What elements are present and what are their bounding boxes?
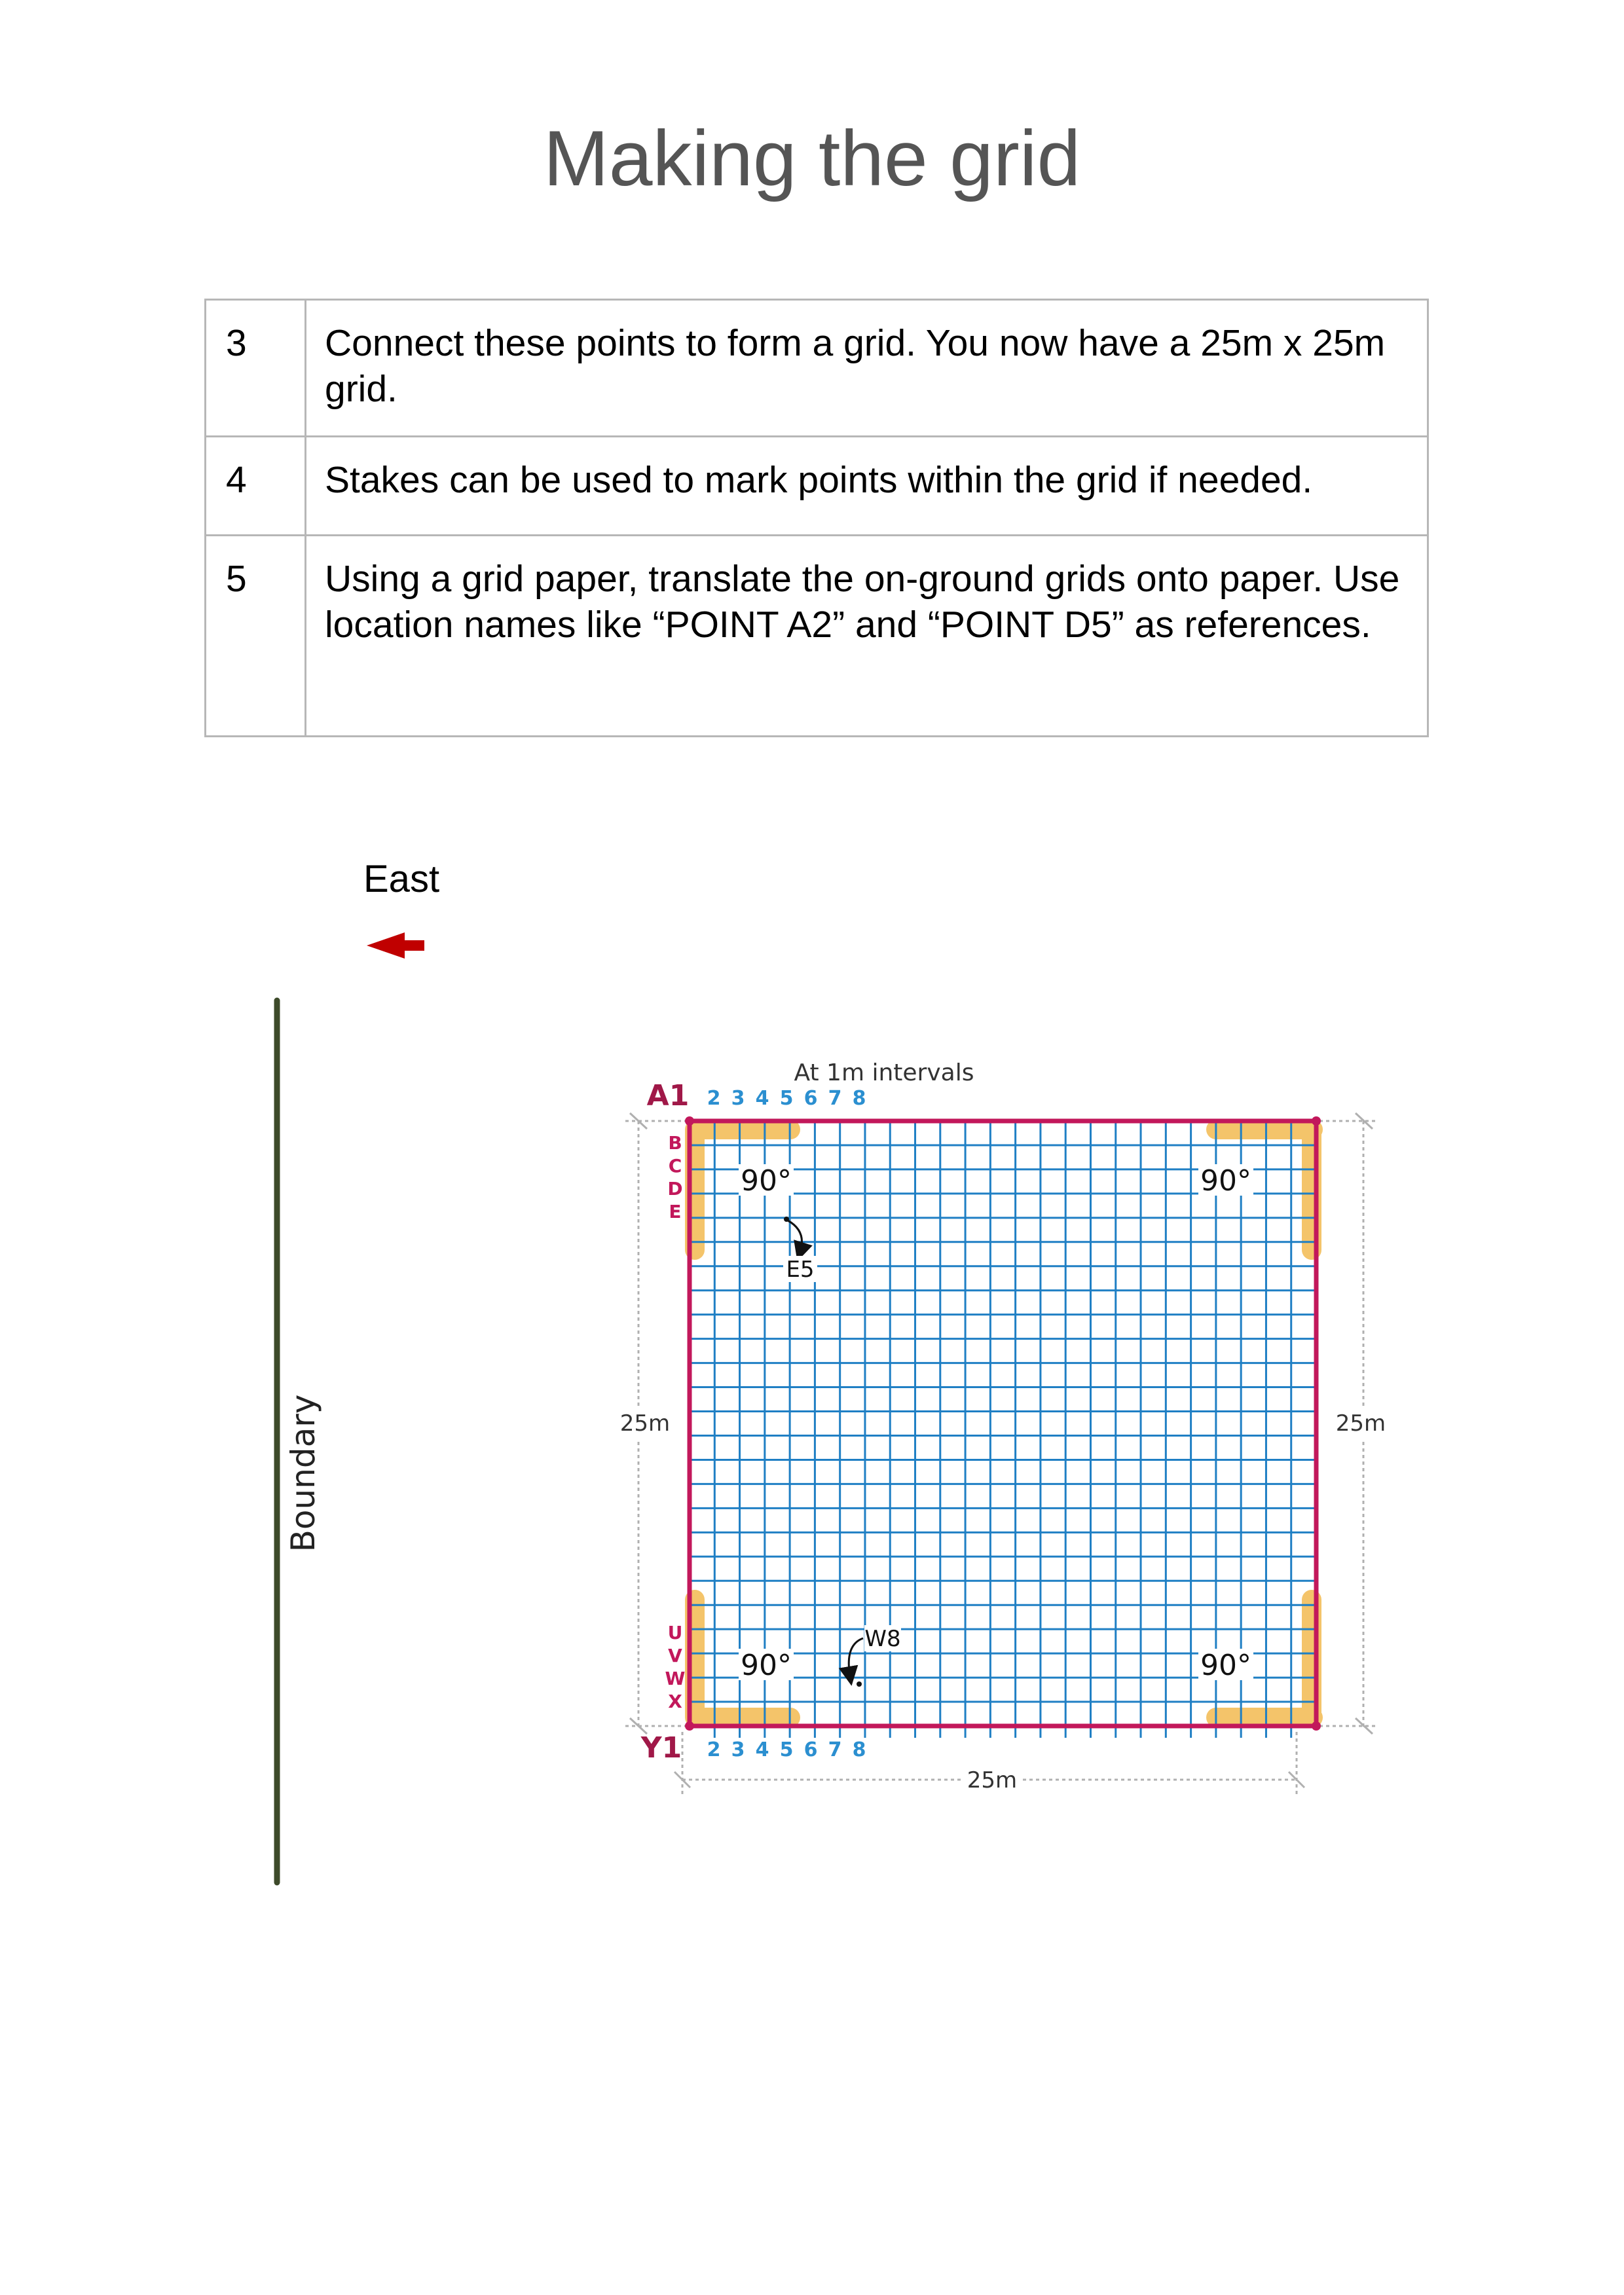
column-label: 7 [828, 1738, 842, 1761]
column-label: 5 [779, 1738, 794, 1761]
corner-label-bottom: Y1 [640, 1731, 682, 1765]
step-number: 3 [206, 300, 306, 437]
step-text: Stakes can be used to mark points within the grid if needed. [306, 437, 1428, 536]
row-label: W [665, 1668, 686, 1689]
row-label: B [668, 1132, 682, 1154]
grid-lines [690, 1121, 1316, 1726]
east-label: East [363, 858, 440, 900]
dimension-right-label: 25m [1335, 1410, 1386, 1437]
angle-label: 90° [741, 1164, 792, 1198]
row-label: E [669, 1201, 682, 1222]
page-title: Making the grid [543, 115, 1081, 202]
column-label: 7 [828, 1087, 842, 1110]
row-labels-bottom [665, 1622, 686, 1712]
corner-label-top: A1 [646, 1079, 690, 1112]
column-label: 6 [803, 1087, 818, 1110]
example-point-label: E5 [786, 1257, 815, 1283]
row-label: D [667, 1178, 683, 1200]
corner-markers [685, 1120, 1323, 1727]
row-label: C [668, 1155, 682, 1177]
column-label: 2 [707, 1087, 721, 1110]
angle-label: 90° [1200, 1649, 1251, 1682]
column-label: 2 [707, 1738, 721, 1761]
column-labels-bottom [707, 1738, 866, 1761]
step-number: 5 [206, 536, 306, 737]
column-label: 8 [852, 1738, 866, 1761]
grid-border [690, 1121, 1316, 1726]
row-label: X [668, 1691, 682, 1712]
row-label: U [667, 1622, 683, 1643]
column-label: 4 [755, 1738, 769, 1761]
interval-note: At 1m intervals [794, 1059, 974, 1086]
column-label: 3 [731, 1738, 745, 1761]
row-label: V [668, 1645, 682, 1666]
column-label: 8 [852, 1087, 866, 1110]
example-point-e5 [783, 1217, 817, 1283]
step-number: 4 [206, 437, 306, 536]
row-labels-top [667, 1132, 682, 1222]
angle-label: 90° [741, 1649, 792, 1682]
column-label: 5 [779, 1087, 794, 1110]
dimension-left-label: 25m [619, 1410, 671, 1437]
step-text: Using a grid paper, translate the on-ground grids onto paper. Use location names like “POINT A2” and “POINT D5” as references. [306, 536, 1428, 737]
corner-points [685, 1116, 1321, 1731]
column-label: 6 [803, 1738, 818, 1761]
angle-label: 90° [1200, 1164, 1251, 1198]
example-point-label: W8 [864, 1626, 901, 1652]
dimension-ticks [630, 1113, 1373, 1788]
boundary-label: Boundary [284, 1394, 322, 1552]
dimension-bottom-label: 25m [967, 1767, 1018, 1793]
column-label: 3 [731, 1087, 745, 1110]
column-label: 4 [755, 1087, 769, 1110]
arrow-left-icon [367, 932, 424, 959]
step-text: Connect these points to form a grid. You now have a 25m x 25m grid. [306, 300, 1428, 437]
column-labels-top [707, 1087, 866, 1110]
